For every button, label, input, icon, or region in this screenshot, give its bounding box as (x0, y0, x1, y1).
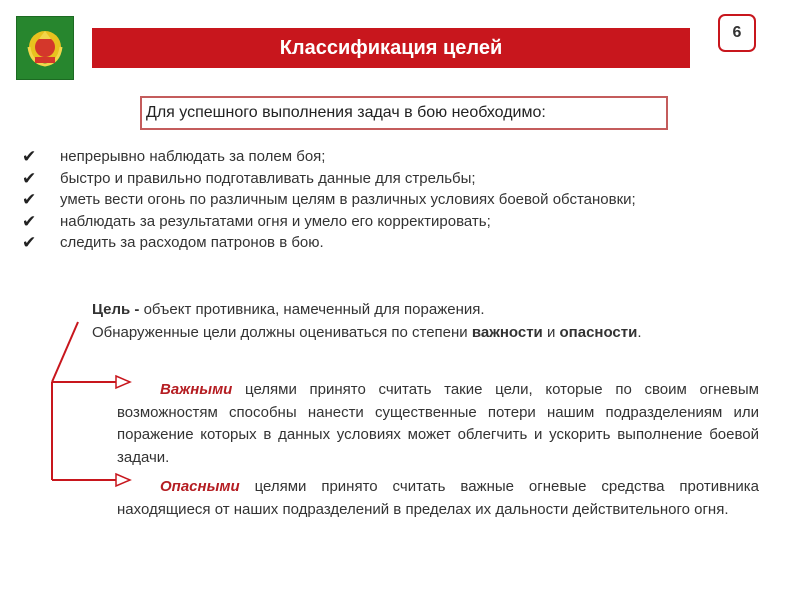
list-item-text: следить за расходом патронов в бою. (60, 234, 324, 251)
checkmark-icon: ✔ (22, 233, 37, 252)
keyword-danger: опасности (559, 324, 638, 341)
list-item (22, 232, 722, 254)
requirements-list (22, 146, 722, 254)
dangerous-targets-paragraph (117, 476, 759, 521)
list-item (22, 168, 722, 190)
checkmark-icon: ✔ (22, 147, 37, 166)
intro-text: Для успешного выполнения задач в бою необходимо: (146, 104, 546, 121)
emblem-icon (17, 17, 73, 79)
list-item (22, 146, 722, 168)
list-item-text: быстро и правильно подготавливать данные для стрельбы; (60, 169, 476, 187)
intro-box (140, 96, 668, 130)
list-item-text: непрерывно наблюдать за полем боя; (60, 148, 326, 165)
emblem-logo (16, 16, 74, 80)
conjunction: и (542, 324, 560, 341)
definition-line (52, 298, 756, 321)
important-text: целями принято считать такие цели, которые по своим огневым возможностям способны нанести существенные потери нашим подразделениям или поражение которых в данных условиях может облегчить и ускорить выполнение боевой задачи. (117, 381, 759, 466)
definition-block (52, 298, 756, 344)
list-item (22, 189, 722, 211)
keyword-importance: важности (471, 324, 543, 341)
definition-term: Цель - (92, 301, 140, 318)
list-item-text: уметь вести огонь по различным целям в различных условиях боевой обстановки; (60, 191, 636, 208)
page-number: 6 (732, 24, 742, 41)
definition-text: объект противника, намеченный для поражения. (139, 301, 485, 318)
sentence-end: . (637, 324, 642, 341)
checkmark-icon: ✔ (22, 190, 37, 209)
page-title (92, 28, 690, 68)
evaluation-line (52, 321, 756, 344)
evaluation-text: Обнаруженные цели должны оцениваться по степени (92, 324, 472, 341)
important-term: Важными (160, 381, 233, 398)
important-targets-paragraph (117, 379, 759, 469)
page-title-text: Классификация целей (279, 36, 503, 59)
page-number-badge (718, 14, 756, 52)
checkmark-icon: ✔ (22, 168, 37, 188)
checkmark-icon: ✔ (22, 211, 37, 231)
dangerous-text: целями принято считать важные огневые средства противника находящиеся от наших подразделений в пределах их дальности действительного огня. (117, 478, 759, 518)
list-item-text: наблюдать за результатами огня и умело его корректировать; (60, 212, 491, 230)
list-item (22, 211, 722, 233)
dangerous-term: Опасными (160, 478, 240, 495)
